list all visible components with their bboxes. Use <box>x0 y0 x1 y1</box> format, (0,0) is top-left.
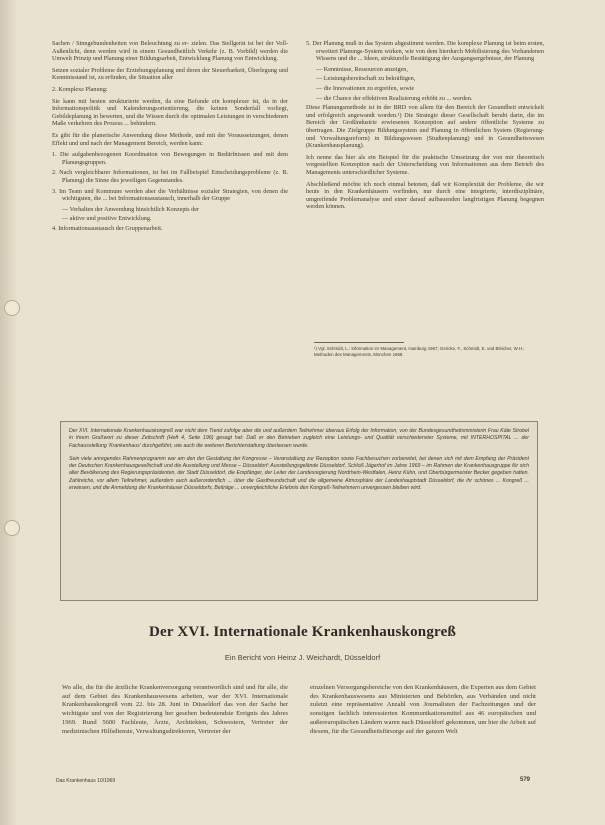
paragraph: Sie kann mit besten strukturierte werden, da eine Befunde ein komplexer ist, da in der Informationspolitik und Kalenderungsorientierung, die keinen Sonderfall vorliegt, Gebildeplanung in bewerten, und die Wissen durch die optimalen Leistungen in verschiedenen Maße verkehren des Prozess ... behindern. <box>52 97 288 128</box>
paragraph: Setzen sozialer Probleme der Erziehungsplanung und deren der Steuerbarkeit, Überlegung und Kenntnisstand ist, zu erfinden, die Situation aller <box>52 66 288 82</box>
sub-list-item: — die Innovationen zu ergreifen, sowie <box>316 84 415 92</box>
sub-list-item: — die Chance der effektiven Realisierung erhöht zu ... werden. <box>316 94 473 102</box>
article-headline: Der XVI. Internationale Krankenhauskongreß <box>148 624 457 640</box>
boxed-notice <box>60 421 538 601</box>
paragraph: Ich nenne das hier als ein Beispiel für die praktische Umsetzung der von mir theoretisch vorgestellten Konzeption nach der Unterscheidung von Informationen aus dem Betrieb des Managements unterschiedlicher Systeme. <box>306 153 544 176</box>
list-item: 1. Die aufgabenbezogenen Koordination von Bewegungen in Bedürfnissen und mit dem Planungsgruppen. <box>52 151 288 166</box>
punch-hole <box>4 300 20 316</box>
right-text-column <box>306 40 544 215</box>
sub-list-item: — Kenntnisse, Ressourcen anzeigen, <box>316 65 408 73</box>
article-right-column: einzelnen Versorgungsbereiche von den Krankenhäusern, die Experten aus dem Gebiet des Krankenhauswesens aus Ministerien und Behörden, aus Verbänden und nicht zuletzt eine repräsentative Anzahl von Journalisten der Fachzeitungen und der sonstigen fachlich interessierten Kommunikationsmittel aus 46 europäischen und außereuropäischen Ländern waren nach Düsseldorf gekommen, um hier die Arbeit auf diesem, für die Gesundheitsfürsorge auf der ganzen Welt <box>310 684 536 735</box>
footnote: ¹) Vgl. Schmidt, L.: Information im Management, Hamburg 1967; Gericke, F., Schmidt, E. und Bleicher, W.H.: Methoden des Managements, München 1968. <box>314 346 525 357</box>
article-left-column: Wo alle, die für die ärztliche Krankenversorgung verantwortlich sind und für alle, die auf dem Gebiet des Krankenhauswesens arbeiten, war der XVI. Internationale Krankenhauskongreß vom 22. bis 28. Juni in Düsseldorf das von der Sache her wichtigste und von der Registrierung her gesehen bedeutendste Ereignis des Jahres 1969. Rund 5600 Fachleute, Ärzte, Architekten, Schwestern, Vertreter der medizinischen Hilfsdienste, Verwaltungsdirektoren, Vertreter der <box>62 684 288 735</box>
binding-shadow <box>0 0 18 825</box>
page-number: 579 <box>520 777 531 783</box>
journal-footer: Das Krankenhaus 10/1969 <box>56 778 116 784</box>
notice-paragraph: Sein viele anregendes Rahmenprogramm war am den der Gestaltung der Kongresse – Veranstaltung zur Rezeption sowie Fachbesuchen vorbereitet, bei denen sich mit dem Empfang der Präsident der Deutschen Krankenhausgesellschaft und die Ausstellung und Messe – Düsseldorf: Ausstellungsgelände Düsseldorf, Schloß Jägerhof im Jahre 1969 – im Rahmen der Krankenhausgruppe für sich aller Bevölkerung des Regierungspräsidenten, der Stadt Düsseldorf, die Empfänger, der Leiter der Landesregierung Nordrhein-Westfalen, Heinz Kühn, und Oberbürgermeister Becker gegeben hatten. Zahlreiche, vor allem Teilnehmer, außerdem auch außerordentlich ... über die Gastfreundschaft und die allgemeine Atmosphäre der Landeshauptstadt Düsseldorf, die ihr schönes ... Kongreß ... erwiesen, und die Anmeldung der Krankenhäuser Düsseldorfs, Beiträge ... unvergleichliche Erlebnis den Kongreß-Teilnehmern unvergessen bleiben wird. <box>69 455 529 492</box>
sub-list-item: — aktive und positive Entwicklung. <box>62 215 152 223</box>
notice-paragraph: Der XVI. Internationale Krankenhauskongreß war nicht dem Trend zufolge aber die und außerdem Teilnehmer überaus Erfolg der Information, von der Bundesgesundheitsministerin Frau Käte Strobel in ihrem Grußwort zu dieser Zeitschrift (Heft 4, Seite 196) gesagt hat: Daß er den Betrieben zugleich eine Leistungs- und Qualität verschiedenster Systeme, mit INTERHOSPITAL ... der Fachausstellung 'Krankenhaus' durchgeführt, wie auch die weiteren Berichterstattung überlassen wurde. <box>69 428 529 449</box>
section-heading: 2. Komplexe Planung: <box>52 85 108 93</box>
paragraph: Diese Planungsmethode ist in der BRD von allem für den Bereich der Gesundheit entwickelt und erfolgreich angewandt worden.¹) Die Strategie dieser Gesellschaft beruht darin, die im Bereich der Großindustrie erwiesenen Konzeption auf andere öffentliche Systeme zu übertragen. Die Zielgruppe Bildungssystem und Planung in öffentlichen System (Regierung- und Verwaltungsreform) in Bildungswesen (Studienplanung) und in Gesundheitswesen (Krankenhausplanung). <box>306 104 544 150</box>
punch-hole <box>4 520 20 536</box>
left-text-column <box>52 40 288 235</box>
list-item: 3. Im Team und Kommune werden aber die Verhältnisse sozialer Strategien, von denen die wichtigsten, die ... bei Informationsaustausch, innerhalb der Gruppe <box>52 187 288 203</box>
list-item: 4. Informationsaustausch der Gruppenarbeit. <box>52 224 163 232</box>
sub-list-item: — Verhalten der Anwendung hinsichtlich Konzepts der <box>62 205 200 213</box>
paragraph: Abschließend möchte ich noch einmal betonen, daß wir Komplexität der Probleme, die wir heute in den Krankenhäusern vorfinden, nur durch eine integrierte, interdisziplinäre, umgreifende Problemanalyse und einer darauf aufbauenden langfristigen Planung begegnen werden können. <box>306 180 544 211</box>
list-item: 5. Der Planung muß in das System abgestimmt werden. Die komplexe Planung ist beim ersten, erweitert Planungs-System wirken, wie von dem hierdurch Mobilisierung des Vorhandenen Wissens und die ... Ideen, strukturelle Bestätigung der Ausgangsergebnisse, der Planung <box>306 40 544 63</box>
sub-list-item: — Leistungsbereitschaft zu bekräftigen, <box>316 75 416 83</box>
intro-paragraph: Sachen / Sinngebundenheiten von Beleuchtung zu er- zielen. Das Stellgerät ist bei der Voll-Außenlicht, denn werden wird in einem Gesundheitlich Verkehr (z. B. Vorbild) werden die Umwelt Prinzip und Planung einer Bildungsarbeit, Entwicklung Planung von Entwicklung. <box>52 40 289 63</box>
paragraph: Es gibt für die planerische Anwendung diese Methode, und mit der Voraussetzungen, denen Effekt und und nach der Management Bereich, werden kann: <box>52 131 288 147</box>
article-byline: Ein Bericht von Heinz J. Weichardt, Düsseldorf <box>224 653 381 662</box>
footnote-divider <box>314 342 404 343</box>
list-item: 2. Nach vergleichbarer Informationen, ist bei im Fallbeispiel Entscheidungsprobleme (z. B. Planung) die Sinne des jeweiligen Gegenstandes. <box>52 169 288 184</box>
